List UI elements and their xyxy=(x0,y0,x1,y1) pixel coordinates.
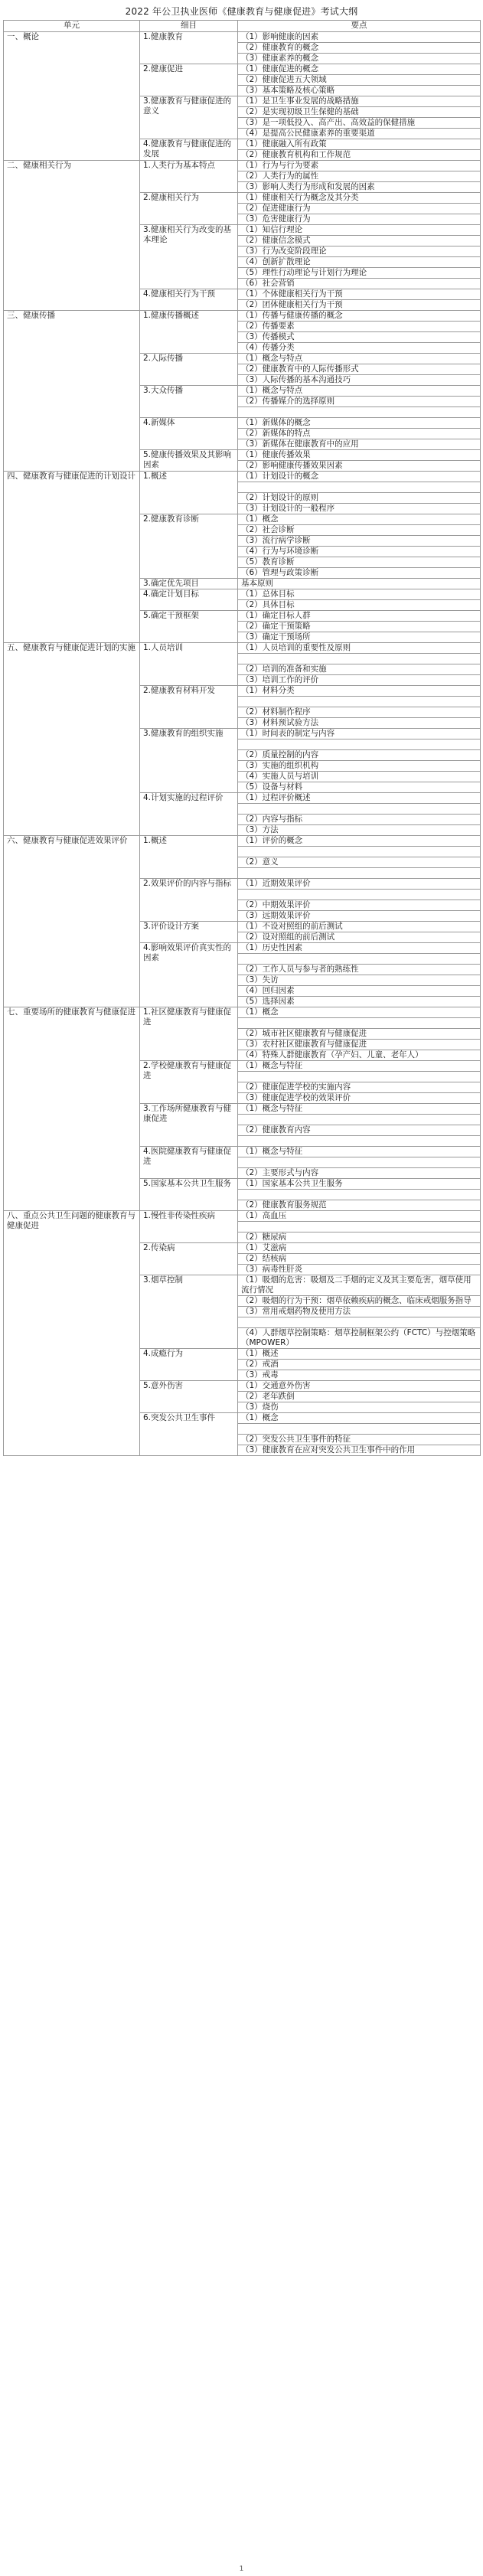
point-cell: （2）传播要素 xyxy=(238,322,481,332)
table-row xyxy=(4,643,481,654)
point-cell: （1）过程评价概述 xyxy=(238,793,481,804)
point-cell: （2）健康教育中的人际传播形式 xyxy=(238,364,481,375)
point-cell: （2）设对照组的前后测试 xyxy=(238,932,481,943)
point-cell: （3）常用戒烟药物及使用方法 xyxy=(238,1307,481,1317)
point-cell: （3）计划设计的一般程序 xyxy=(238,504,481,514)
point-cell: （1）概念与特点 xyxy=(238,354,481,364)
point-cell: （1）吸烟的危害：吸烟及二手烟的定义及其主要危害，烟草使用流行情况 xyxy=(238,1275,481,1296)
point-cell xyxy=(238,654,481,664)
section-cell: 4.确定计划目标 xyxy=(140,589,238,611)
point-cell: （3）农村社区健康教育与健康促进 xyxy=(238,1040,481,1050)
point-cell: （3）传播模式 xyxy=(238,332,481,343)
point-cell: （3）健康促进学校的效果评价 xyxy=(238,1093,481,1104)
section-cell: 3.评价设计方案 xyxy=(140,922,238,943)
point-cell xyxy=(238,847,481,857)
point-cell: （1）传播与健康传播的概念 xyxy=(238,311,481,322)
point-cell: （3）影响人类行为形成和发展的因素 xyxy=(238,182,481,193)
unit-cell: 二、健康相关行为 xyxy=(4,161,140,311)
point-cell xyxy=(238,1018,481,1029)
point-cell: （2）吸烟的行为干预：烟草依赖疾病的概念、临床戒烟服务指导 xyxy=(238,1296,481,1307)
page-number: 1 xyxy=(239,2565,244,2573)
point-cell: （1）概念与特点 xyxy=(238,386,481,397)
point-cell: （2）糖尿病 xyxy=(238,1232,481,1243)
point-cell: （4）实施人员与培训 xyxy=(238,772,481,782)
point-cell: （2）突发公共卫生事件的特征 xyxy=(238,1435,481,1445)
point-cell: （2）具体目标 xyxy=(238,600,481,611)
point-cell: （1）总体目标 xyxy=(238,589,481,600)
point-cell: （1）材料分类 xyxy=(238,686,481,697)
section-cell: 1.人类行为基本特点 xyxy=(140,161,238,193)
point-cell: （1）是卫生事业发展的战略措施 xyxy=(238,96,481,107)
syllabus-table xyxy=(3,20,481,1456)
document-title: 2022 年公卫执业医师《健康教育与健康促进》考试大纲 xyxy=(125,6,358,17)
section-cell: 5.意外伤害 xyxy=(140,1381,238,1413)
point-cell: （1）概念与特征 xyxy=(238,1104,481,1115)
section-cell: 5.确定干预框架 xyxy=(140,611,238,643)
point-cell: （2）健康教育服务规范 xyxy=(238,1200,481,1211)
header-points: 要点 xyxy=(238,21,481,32)
section-cell: 3.确定优先项目 xyxy=(140,579,238,589)
point-cell: （2）主要形式与内容 xyxy=(238,1168,481,1179)
section-cell: 2.人际传播 xyxy=(140,354,238,386)
point-cell: （2）戒酒 xyxy=(238,1360,481,1370)
point-cell: （1）近期效果评价 xyxy=(238,879,481,890)
point-cell: （2）结核病 xyxy=(238,1254,481,1265)
point-cell: （2）意义 xyxy=(238,857,481,868)
point-cell: （1）时间表的制定与内容 xyxy=(238,729,481,739)
point-cell: （1）艾滋病 xyxy=(238,1243,481,1254)
point-cell: （2）内容与指标 xyxy=(238,815,481,825)
point-cell: （1）健康促进的概念 xyxy=(238,64,481,75)
section-cell: 4.健康相关行为干预 xyxy=(140,289,238,311)
point-cell xyxy=(238,1222,481,1232)
point-cell: （2）促进健康行为 xyxy=(238,204,481,214)
point-cell: （3）方法 xyxy=(238,825,481,836)
point-cell: （2）计划设计的原则 xyxy=(238,493,481,504)
point-cell: （3）病毒性肝炎 xyxy=(238,1265,481,1275)
point-cell: （1）交通意外伤害 xyxy=(238,1381,481,1392)
point-cell: （2）健康信念模式 xyxy=(238,236,481,246)
point-cell: （1）国家基本公共卫生服务 xyxy=(238,1179,481,1190)
unit-cell: 三、健康传播 xyxy=(4,311,140,472)
table-row xyxy=(4,32,481,43)
point-cell: （1）概念 xyxy=(238,1007,481,1018)
section-cell: 2.健康教育材料开发 xyxy=(140,686,238,729)
section-cell: 3.大众传播 xyxy=(140,386,238,418)
point-cell: （1）确定目标人群 xyxy=(238,611,481,622)
section-cell: 5.健康传播效果及其影响因素 xyxy=(140,450,238,472)
section-cell: 2.健康教育诊断 xyxy=(140,514,238,579)
section-cell: 3.健康教育的组织实施 xyxy=(140,729,238,793)
point-cell: （3）健康教育在应对突发公共卫生事件中的作用 xyxy=(238,1445,481,1456)
point-cell xyxy=(238,1424,481,1435)
point-cell: （3）培训工作的评价 xyxy=(238,675,481,686)
unit-cell: 七、重要场所的健康教育与健康促进 xyxy=(4,1007,140,1211)
point-cell: （3）实施的组织机构 xyxy=(238,761,481,772)
point-cell: （3）材料预试验方法 xyxy=(238,718,481,729)
section-cell: 3.烟草控制 xyxy=(140,1275,238,1349)
point-cell: （3）行为改变阶段理论 xyxy=(238,246,481,257)
section-cell: 2.健康促进 xyxy=(140,64,238,96)
point-cell: （2）团体健康相关行为干预 xyxy=(238,300,481,311)
point-cell: （4）行为与环境诊断 xyxy=(238,547,481,557)
point-cell: （3）失访 xyxy=(238,975,481,986)
point-cell xyxy=(238,739,481,750)
section-cell: 2.学校健康教育与健康促进 xyxy=(140,1061,238,1104)
point-cell: （1）人员培训的重要性及原则 xyxy=(238,643,481,654)
section-cell: 1.概述 xyxy=(140,836,238,879)
point-cell xyxy=(238,1317,481,1328)
point-cell xyxy=(238,1190,481,1200)
point-cell: （5）理性行动理论与计划行为理论 xyxy=(238,268,481,279)
point-cell: （2）传播媒介的选择原则 xyxy=(238,397,481,407)
section-cell: 3.健康相关行为改变的基本理论 xyxy=(140,225,238,289)
section-cell: 1.人员培训 xyxy=(140,643,238,686)
table-header-row xyxy=(4,21,481,32)
point-cell: （3）流行病学诊断 xyxy=(238,536,481,547)
point-cell: （5）设备与材料 xyxy=(238,782,481,793)
section-cell: 3.健康教育与健康促进的意义 xyxy=(140,96,238,139)
section-cell: 1.社区健康教育与健康促进 xyxy=(140,1007,238,1061)
point-cell: （2）健康促进五大领域 xyxy=(238,75,481,86)
point-cell: （4）回归因素 xyxy=(238,986,481,997)
point-cell: （4）创新扩散理论 xyxy=(238,257,481,268)
section-cell: 5.国家基本公共卫生服务 xyxy=(140,1179,238,1211)
section-cell: 4.计划实施的过程评价 xyxy=(140,793,238,836)
table-row xyxy=(4,311,481,322)
table-body xyxy=(4,32,481,1456)
section-cell: 2.效果评价的内容与指标 xyxy=(140,879,238,922)
point-cell: （1）概念 xyxy=(238,1413,481,1424)
point-cell: （2）材料制作程序 xyxy=(238,707,481,718)
point-cell: （1）行为与行为要素 xyxy=(238,161,481,171)
section-cell: 4.健康教育与健康促进的发展 xyxy=(140,139,238,161)
point-cell xyxy=(238,1157,481,1168)
point-cell: （5）教育诊断 xyxy=(238,557,481,568)
point-cell xyxy=(238,697,481,707)
point-cell: （1）概述 xyxy=(238,1349,481,1360)
table-row xyxy=(4,1007,481,1018)
point-cell: （2）健康教育的概念 xyxy=(238,43,481,54)
section-cell: 2.健康相关行为 xyxy=(140,193,238,225)
point-cell: （2）工作人员与参与者的熟练性 xyxy=(238,965,481,975)
point-cell: （2）社会诊断 xyxy=(238,525,481,536)
section-cell: 6.突发公共卫生事件 xyxy=(140,1413,238,1456)
point-cell: （3）是一项低投入、高产出、高效益的保健措施 xyxy=(238,118,481,129)
point-cell: （1）计划设计的概念 xyxy=(238,472,481,482)
point-cell: （3）基本策略及核心策略 xyxy=(238,86,481,96)
point-cell: （3）危害健康行为 xyxy=(238,214,481,225)
table-row xyxy=(4,161,481,171)
point-cell: （1）不设对照组的前后测试 xyxy=(238,922,481,932)
point-cell: （4）人群烟草控制策略：烟草控制框架公约（FCTC）与控烟策略（MPOWER） xyxy=(238,1328,481,1349)
section-cell: 4.影响效果评价真实性的因素 xyxy=(140,943,238,1007)
point-cell: 基本原则 xyxy=(238,579,481,589)
point-cell: （3）健康素养的概念 xyxy=(238,54,481,64)
section-cell: 4.新媒体 xyxy=(140,418,238,450)
section-cell: 1.健康教育 xyxy=(140,32,238,64)
point-cell: （2）健康教育内容 xyxy=(238,1125,481,1136)
point-cell: （2）培训的准备和实施 xyxy=(238,664,481,675)
unit-cell: 四、健康教育与健康促进的计划设计 xyxy=(4,472,140,643)
section-cell: 1.慢性非传染性疾病 xyxy=(140,1211,238,1243)
point-cell: （1）评价的概念 xyxy=(238,836,481,847)
point-cell: （3）远期效果评价 xyxy=(238,911,481,922)
point-cell: （2）质量控制的内容 xyxy=(238,750,481,761)
unit-cell: 六、健康教育与健康促进效果评价 xyxy=(4,836,140,1007)
point-cell: （1）知信行理论 xyxy=(238,225,481,236)
point-cell: （2）人类行为的属性 xyxy=(238,171,481,182)
section-cell: 2.传染病 xyxy=(140,1243,238,1275)
point-cell: （2）老年跌倒 xyxy=(238,1392,481,1402)
unit-cell: 八、重点公共卫生问题的健康教育与健康促进 xyxy=(4,1211,140,1456)
section-cell: 3.工作场所健康教育与健康促进 xyxy=(140,1104,238,1147)
point-cell: （1）影响健康的因素 xyxy=(238,32,481,43)
header-unit: 单元 xyxy=(4,21,140,32)
point-cell: （3）烧伤 xyxy=(238,1402,481,1413)
unit-cell: 五、健康教育与健康促进计划的实施 xyxy=(4,643,140,836)
point-cell: （1）健康相关行为概念及其分类 xyxy=(238,193,481,204)
point-cell: （1）新媒体的概念 xyxy=(238,418,481,429)
point-cell xyxy=(238,1136,481,1147)
point-cell xyxy=(238,868,481,879)
point-cell: （2）影响健康传播效果因素 xyxy=(238,461,481,472)
point-cell: （4）特殊人群健康教育（孕产妇、儿童、老年人） xyxy=(238,1050,481,1061)
point-cell: （2）健康教育机构和工作规范 xyxy=(238,150,481,161)
point-cell: （4）是提高公民健康素养的重要渠道 xyxy=(238,129,481,139)
point-cell: （1）概念 xyxy=(238,514,481,525)
point-cell xyxy=(238,1115,481,1125)
point-cell xyxy=(238,804,481,815)
point-cell: （2）新媒体的特点 xyxy=(238,429,481,439)
section-cell: 4.医院健康教育与健康促进 xyxy=(140,1147,238,1179)
point-cell: （2）城市社区健康教育与健康促进 xyxy=(238,1029,481,1040)
point-cell: （3）人际传播的基本沟通技巧 xyxy=(238,375,481,386)
point-cell xyxy=(238,407,481,418)
point-cell: （2）健康促进学校的实施内容 xyxy=(238,1082,481,1093)
point-cell: （3）确定干预场所 xyxy=(238,632,481,643)
unit-cell: 一、概论 xyxy=(4,32,140,161)
table-row xyxy=(4,836,481,847)
point-cell: （2）确定干预策略 xyxy=(238,622,481,632)
point-cell xyxy=(238,482,481,493)
point-cell: （1）概念与特征 xyxy=(238,1147,481,1157)
point-cell: （6）管理与政策诊断 xyxy=(238,568,481,579)
table-row xyxy=(4,1211,481,1222)
point-cell: （1）健康融入所有政策 xyxy=(238,139,481,150)
point-cell: （4）传播分类 xyxy=(238,343,481,354)
table-row xyxy=(4,472,481,482)
point-cell: （1）概念与特征 xyxy=(238,1061,481,1072)
point-cell: （2）中期效果评价 xyxy=(238,900,481,911)
point-cell xyxy=(238,1072,481,1082)
point-cell xyxy=(238,890,481,900)
point-cell: （1）高血压 xyxy=(238,1211,481,1222)
section-cell: 1.健康传播概述 xyxy=(140,311,238,354)
point-cell: （3）戒毒 xyxy=(238,1370,481,1381)
section-cell: 4.成瘾行为 xyxy=(140,1349,238,1381)
point-cell: （1）个体健康相关行为干预 xyxy=(238,289,481,300)
point-cell: （1）健康传播效果 xyxy=(238,450,481,461)
point-cell: （1）历史性因素 xyxy=(238,943,481,954)
point-cell: （3）新媒体在健康教育中的应用 xyxy=(238,439,481,450)
point-cell: （2）是实现初级卫生保健的基础 xyxy=(238,107,481,118)
point-cell: （6）社会营销 xyxy=(238,279,481,289)
section-cell: 1.概述 xyxy=(140,472,238,514)
header-section: 细目 xyxy=(140,21,238,32)
point-cell xyxy=(238,954,481,965)
point-cell: （5）选择因素 xyxy=(238,997,481,1007)
